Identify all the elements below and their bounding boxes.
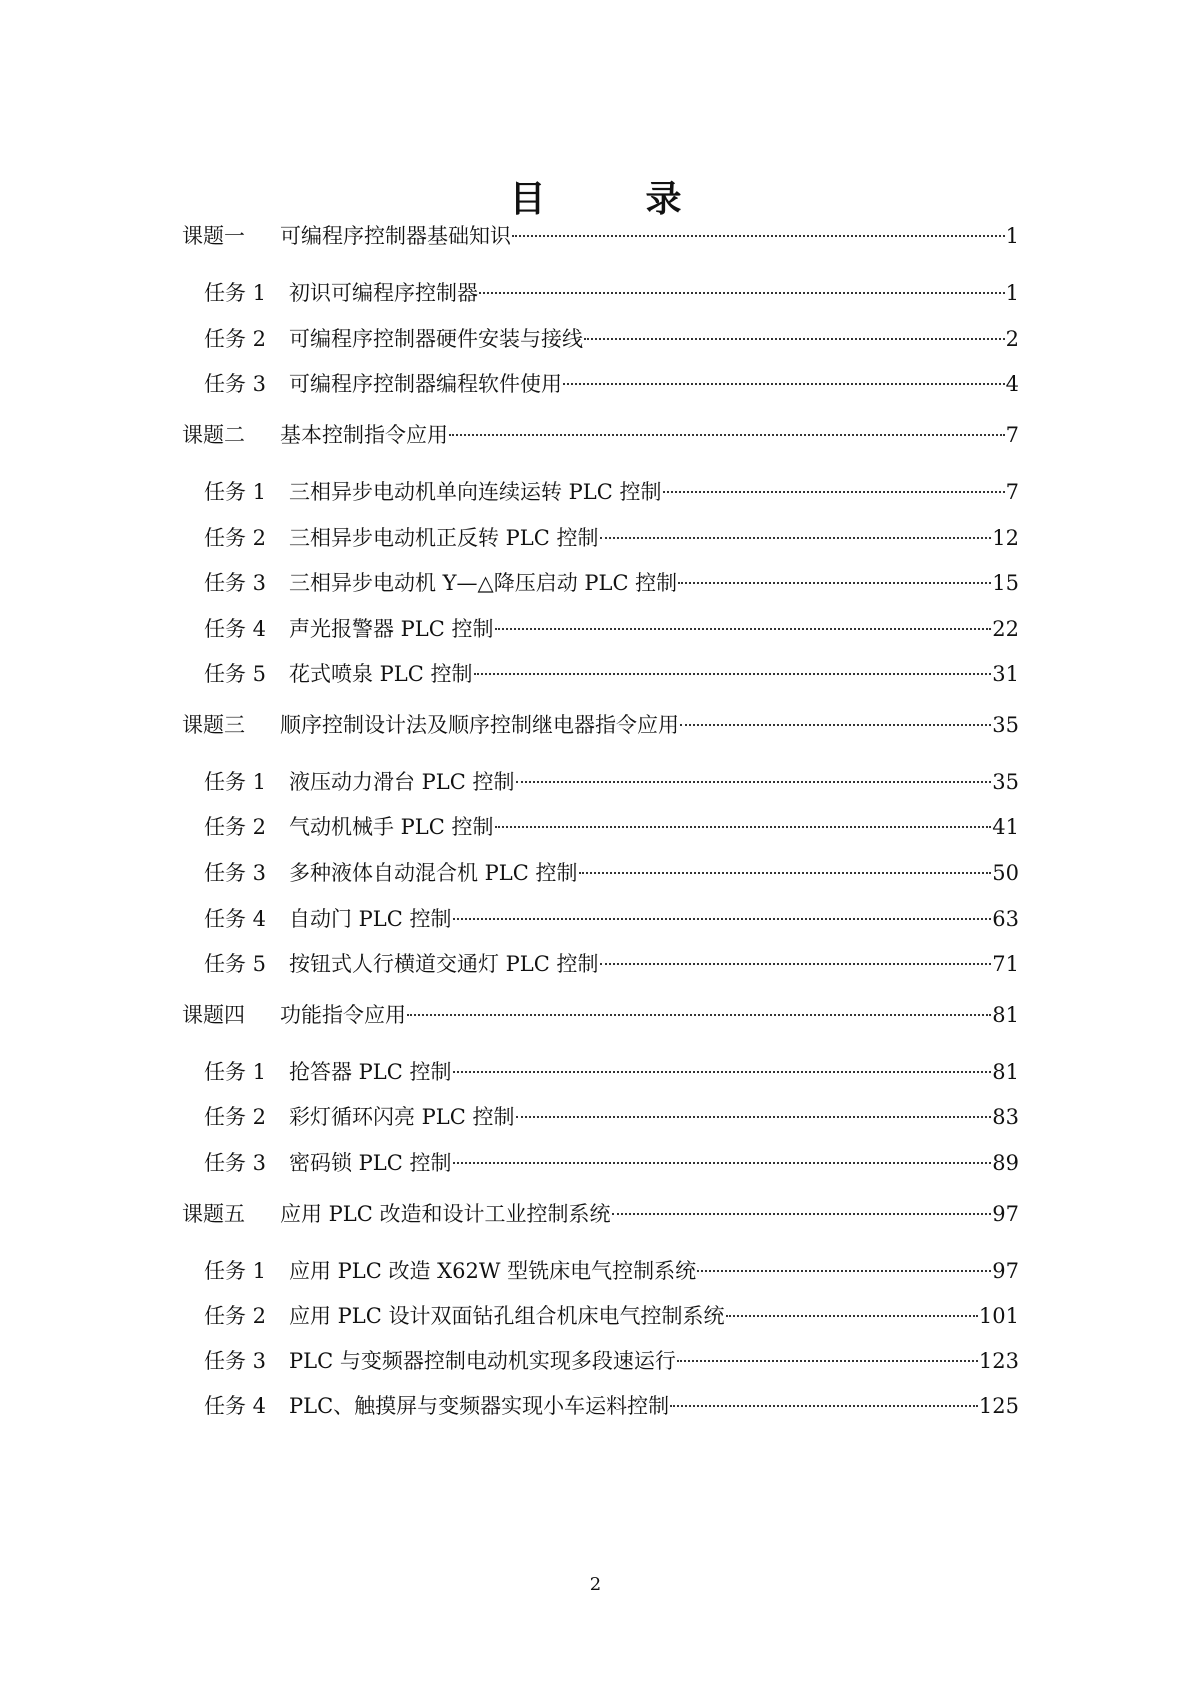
toc-task-entry[interactable] bbox=[204, 654, 1019, 694]
toc-entry-number: 任务 1 bbox=[204, 1259, 267, 1283]
toc-dot-leader bbox=[584, 337, 1005, 340]
toc-entry-title: 应用 PLC 改造和设计工业控制系统 bbox=[280, 1202, 611, 1226]
toc-dot-leader bbox=[449, 433, 1005, 436]
toc-entry-title: 三相异步电动机正反转 PLC 控制 bbox=[289, 526, 599, 550]
toc-entry-number: 任务 2 bbox=[204, 1105, 267, 1129]
toc-entry-page: 7 bbox=[1005, 423, 1019, 447]
toc-entry-page: 81 bbox=[992, 1060, 1019, 1084]
toc-dot-leader bbox=[563, 382, 1005, 385]
toc-entry-number: 任务 2 bbox=[204, 327, 267, 351]
toc-entry-title: 自动门 PLC 控制 bbox=[289, 907, 452, 931]
toc-chapter-entry[interactable] bbox=[182, 1194, 1019, 1234]
toc-entry-title: 密码锁 PLC 控制 bbox=[289, 1151, 452, 1175]
toc-entry-page: 50 bbox=[992, 861, 1019, 885]
toc-dot-leader bbox=[495, 825, 992, 828]
toc-task-entry[interactable] bbox=[204, 1052, 1019, 1092]
toc-dot-leader bbox=[600, 962, 992, 965]
toc-dot-leader bbox=[612, 1212, 992, 1215]
toc-task-entry[interactable] bbox=[204, 518, 1019, 558]
toc-entry-number: 任务 1 bbox=[204, 281, 267, 305]
toc-entry-page: 63 bbox=[992, 907, 1019, 931]
toc-task-entry[interactable] bbox=[204, 364, 1019, 404]
toc-entry-page: 125 bbox=[978, 1394, 1019, 1418]
toc-task-entry[interactable] bbox=[204, 319, 1019, 359]
toc-entry-page: 35 bbox=[992, 713, 1019, 737]
page-number: 2 bbox=[589, 1574, 602, 1595]
toc-entry-title: 可编程序控制器基础知识 bbox=[280, 224, 511, 248]
toc-dot-leader bbox=[726, 1314, 978, 1317]
toc-entry-title: 三相异步电动机单向连续运转 PLC 控制 bbox=[289, 480, 662, 504]
toc-entry-page: 81 bbox=[992, 1003, 1019, 1027]
toc-dot-leader bbox=[495, 627, 992, 630]
toc-entry-title: 初识可编程序控制器 bbox=[289, 281, 478, 305]
toc-chapter-entry[interactable] bbox=[182, 995, 1019, 1035]
toc-entry-page: 83 bbox=[992, 1105, 1019, 1129]
toc-entry-number: 任务 3 bbox=[204, 861, 267, 885]
toc-dot-leader bbox=[453, 1161, 992, 1164]
toc-task-entry[interactable] bbox=[204, 563, 1019, 603]
toc-task-entry[interactable] bbox=[204, 899, 1019, 939]
toc-entry-number: 课题二 bbox=[182, 423, 245, 447]
toc-entry-page: 97 bbox=[992, 1202, 1019, 1226]
toc-entry-title: 彩灯循环闪亮 PLC 控制 bbox=[289, 1105, 515, 1129]
toc-entry-number: 课题五 bbox=[182, 1202, 245, 1226]
toc-entry-title: 功能指令应用 bbox=[280, 1003, 406, 1027]
toc-entry-page: 12 bbox=[992, 526, 1019, 550]
toc-entry-page: 1 bbox=[1005, 224, 1019, 248]
toc-entry-number: 任务 3 bbox=[204, 1349, 267, 1373]
toc-task-entry[interactable] bbox=[204, 762, 1019, 802]
toc-entry-page: 97 bbox=[992, 1259, 1019, 1283]
toc-entry-title: 可编程序控制器硬件安装与接线 bbox=[289, 327, 583, 351]
toc-entry-title: 液压动力滑台 PLC 控制 bbox=[289, 770, 515, 794]
toc-dot-leader bbox=[479, 291, 1005, 294]
toc-entry-title: 可编程序控制器编程软件使用 bbox=[289, 372, 562, 396]
toc-entry-title: 按钮式人行横道交通灯 PLC 控制 bbox=[289, 952, 599, 976]
toc-task-entry[interactable] bbox=[204, 1296, 1019, 1336]
toc-dot-leader bbox=[407, 1013, 991, 1016]
toc-entry-number: 任务 2 bbox=[204, 815, 267, 839]
toc-task-entry[interactable] bbox=[204, 609, 1019, 649]
toc-entry-number: 任务 3 bbox=[204, 571, 267, 595]
toc-dot-leader bbox=[677, 1359, 978, 1362]
toc-entry-page: 1 bbox=[1005, 281, 1019, 305]
toc-entry-page: 15 bbox=[992, 571, 1019, 595]
toc-entry-title: 基本控制指令应用 bbox=[280, 423, 448, 447]
toc-chapter-entry[interactable] bbox=[182, 705, 1019, 745]
toc-dot-leader bbox=[516, 780, 992, 783]
toc-entry-title: 气动机械手 PLC 控制 bbox=[289, 815, 494, 839]
toc-dot-leader bbox=[579, 871, 992, 874]
toc-dot-leader bbox=[453, 917, 992, 920]
toc-entry-page: 31 bbox=[992, 662, 1019, 686]
toc-entry-title: 花式喷泉 PLC 控制 bbox=[289, 662, 473, 686]
toc-task-entry[interactable] bbox=[204, 1251, 1019, 1291]
toc-entry-title: 多种液体自动混合机 PLC 控制 bbox=[289, 861, 578, 885]
toc-entry-title: 应用 PLC 设计双面钻孔组合机床电气控制系统 bbox=[289, 1304, 725, 1328]
toc-dot-leader bbox=[680, 723, 991, 726]
toc-chapter-entry[interactable] bbox=[182, 415, 1019, 455]
toc-entry-number: 课题三 bbox=[182, 713, 245, 737]
toc-dot-leader bbox=[678, 581, 991, 584]
page-title: 目 录 bbox=[509, 178, 714, 221]
toc-entry-title: 抢答器 PLC 控制 bbox=[289, 1060, 452, 1084]
toc-entry-page: 22 bbox=[992, 617, 1019, 641]
toc-task-entry[interactable] bbox=[204, 273, 1019, 313]
toc-task-entry[interactable] bbox=[204, 1097, 1019, 1137]
toc-task-entry[interactable] bbox=[204, 1386, 1019, 1426]
toc-task-entry[interactable] bbox=[204, 807, 1019, 847]
toc-dot-leader bbox=[474, 672, 992, 675]
toc-dot-leader bbox=[670, 1404, 978, 1407]
toc-entry-number: 任务 3 bbox=[204, 1151, 267, 1175]
toc-entry-page: 123 bbox=[978, 1349, 1019, 1373]
toc-entry-number: 任务 5 bbox=[204, 662, 267, 686]
toc-entry-number: 课题四 bbox=[182, 1003, 245, 1027]
toc-dot-leader bbox=[697, 1269, 991, 1272]
toc-entry-page: 71 bbox=[992, 952, 1019, 976]
toc-entry-number: 任务 3 bbox=[204, 372, 267, 396]
toc-entry-page: 35 bbox=[992, 770, 1019, 794]
toc-entry-title: PLC 与变频器控制电动机实现多段速运行 bbox=[289, 1349, 676, 1373]
toc-entry-page: 7 bbox=[1005, 480, 1019, 504]
toc-entry-number: 任务 4 bbox=[204, 617, 267, 641]
toc-entry-number: 任务 2 bbox=[204, 526, 267, 550]
toc-dot-leader bbox=[512, 234, 1005, 237]
toc-dot-leader bbox=[600, 536, 992, 539]
toc-entry-title: 应用 PLC 改造 X62W 型铣床电气控制系统 bbox=[289, 1259, 697, 1283]
toc-entry-title: 声光报警器 PLC 控制 bbox=[289, 617, 494, 641]
toc-entry-page: 101 bbox=[978, 1304, 1019, 1328]
toc-task-entry[interactable] bbox=[204, 472, 1019, 512]
toc-entry-title: 顺序控制设计法及顺序控制继电器指令应用 bbox=[280, 713, 679, 737]
toc-task-entry[interactable] bbox=[204, 853, 1019, 893]
toc-entry-title: PLC、触摸屏与变频器实现小车运料控制 bbox=[289, 1394, 670, 1418]
toc-chapter-entry[interactable] bbox=[182, 216, 1019, 256]
toc-entry-number: 任务 5 bbox=[204, 952, 267, 976]
toc-task-entry[interactable] bbox=[204, 1341, 1019, 1381]
toc-task-entry[interactable] bbox=[204, 1143, 1019, 1183]
toc-entry-number: 任务 1 bbox=[204, 770, 267, 794]
toc-entry-number: 任务 1 bbox=[204, 1060, 267, 1084]
toc-entry-number: 任务 4 bbox=[204, 907, 267, 931]
toc-entry-title: 三相异步电动机 Y—△降压启动 PLC 控制 bbox=[289, 571, 678, 595]
toc-entry-number: 任务 2 bbox=[204, 1304, 267, 1328]
toc-dot-leader bbox=[516, 1115, 992, 1118]
toc-entry-page: 4 bbox=[1005, 372, 1019, 396]
toc-entry-number: 任务 1 bbox=[204, 480, 267, 504]
toc-entry-page: 41 bbox=[992, 815, 1019, 839]
toc-entry-page: 2 bbox=[1005, 327, 1019, 351]
toc-entry-page: 89 bbox=[992, 1151, 1019, 1175]
toc-entry-number: 课题一 bbox=[182, 224, 245, 248]
toc-task-entry[interactable] bbox=[204, 944, 1019, 984]
toc-entry-number: 任务 4 bbox=[204, 1394, 267, 1418]
toc-dot-leader bbox=[453, 1070, 992, 1073]
toc-dot-leader bbox=[663, 490, 1005, 493]
